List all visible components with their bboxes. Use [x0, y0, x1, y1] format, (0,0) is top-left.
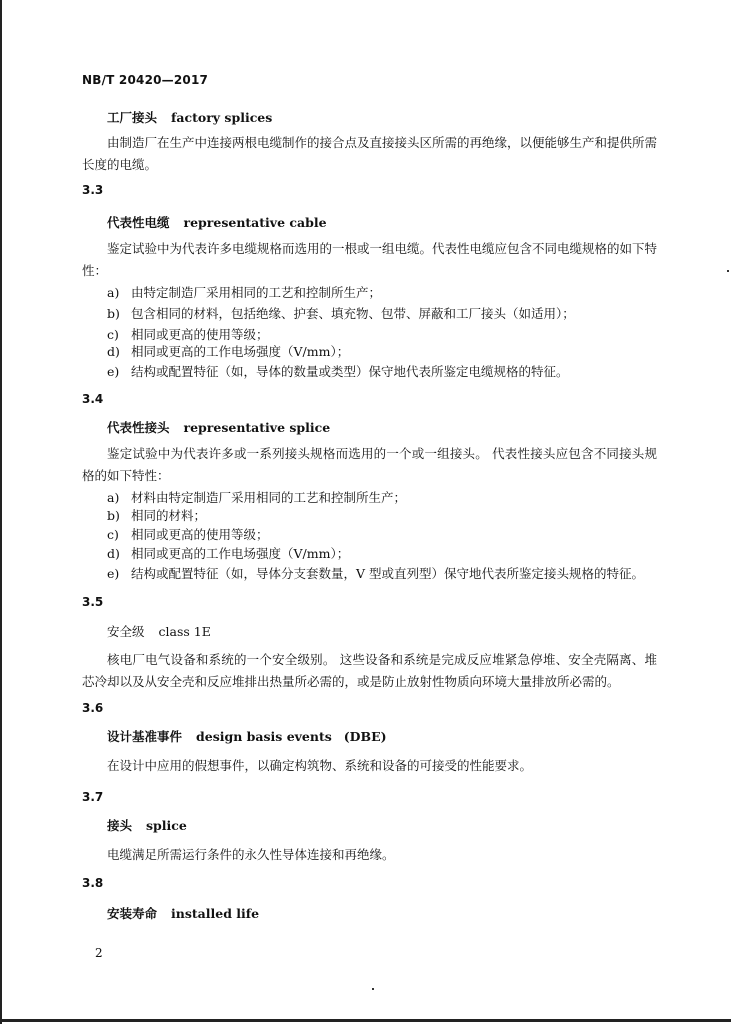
- list-marker: a): [107, 490, 120, 505]
- term-zh: 代表性电缆: [107, 215, 170, 230]
- page-number: 2: [95, 946, 103, 960]
- section-number-3-4: 3.4: [82, 392, 104, 406]
- term-en: representative splice: [183, 420, 331, 435]
- term-representative-splice: [107, 418, 330, 436]
- list-item: [107, 564, 644, 582]
- term-zh: 设计基准事件: [107, 729, 183, 744]
- list-text: 相同或更高的工作电场强度（V/mm）；: [131, 546, 350, 561]
- scan-edge-left: [0, 0, 2, 1024]
- list-item: [107, 544, 349, 562]
- list-text: 相同或更高的使用等级；: [131, 527, 269, 542]
- list-marker: c): [107, 527, 119, 542]
- scan-speck: [372, 988, 374, 990]
- list-item: [107, 283, 381, 301]
- list-item: [107, 506, 206, 524]
- term-en: representative cable: [183, 215, 327, 230]
- list-text: 由特定制造厂采用相同的工艺和控制所生产；: [131, 285, 382, 300]
- term-zh: 工厂接头: [107, 110, 158, 125]
- list-marker: a): [107, 285, 120, 300]
- list-marker: d): [107, 344, 120, 359]
- list-marker: e): [107, 566, 120, 581]
- list-marker: b): [107, 306, 120, 321]
- list-text: 相同或更高的使用等级；: [131, 327, 269, 342]
- term-zh: 安装寿命: [107, 906, 158, 921]
- section-number-3-3: 3.3: [82, 183, 104, 197]
- section-number-3-8: 3.8: [82, 876, 104, 890]
- term-zh: 接头: [107, 818, 133, 833]
- standard-code-header: NB/T 20420—2017: [82, 73, 209, 87]
- section-number-3-6: 3.6: [82, 701, 104, 715]
- section-number-3-7: 3.7: [82, 790, 104, 804]
- term-en: design basis events: [196, 729, 332, 744]
- definition-factory-splices: 由制造厂在生产中连接两根电缆制作的接合点及直接接头区所需的再绝缘，以便能够生产和提供所需长度的电缆。: [82, 135, 658, 172]
- term-representative-cable: [107, 213, 327, 231]
- list-item: [107, 342, 349, 360]
- list-marker: e): [107, 364, 120, 379]
- term-factory-splices: [107, 108, 272, 126]
- list-item: [107, 362, 569, 380]
- section-number-3-5: 3.5: [82, 595, 104, 609]
- scan-edge-bottom: [0, 1019, 731, 1022]
- list-marker: c): [107, 327, 119, 342]
- term-zh: 代表性接头: [107, 420, 170, 435]
- definition-splice: 电缆满足所需运行条件的永久性导体连接和再绝缘。: [107, 847, 395, 862]
- list-text: 结构或配置特征（如，导体分支套数量，V 型或直列型）保守地代表所鉴定接头规格的特征。: [131, 566, 645, 581]
- list-item: [107, 488, 406, 506]
- list-text: 相同的材料；: [131, 508, 207, 523]
- term-design-basis-events: [107, 727, 387, 745]
- list-marker: b): [107, 508, 120, 523]
- term-en: splice: [146, 818, 187, 833]
- list-item: [107, 525, 269, 543]
- list-text: 材料由特定制造厂采用相同的工艺和控制所生产；: [131, 490, 407, 505]
- term-installed-life: [107, 904, 259, 922]
- term-en: factory splices: [171, 110, 273, 125]
- term-zh: 安全级: [107, 624, 145, 639]
- scan-speck: [727, 270, 729, 272]
- definition-class-1e: 核电厂电气设备和系统的一个安全级别。 这些设备和系统是完成反应堆紧急停堆、安全壳隔离、堆芯冷却以及从安全壳和反应堆排出热量所必需的，或是防止放射性物质向环境大量排放所必需的。: [82, 652, 657, 689]
- list-item: [107, 325, 269, 343]
- list-text: 包含相同的材料，包括绝缘、护套、填充物、包带、屏蔽和工厂接头（如适用）；: [131, 306, 575, 321]
- term-abbreviation: (DBE): [343, 729, 387, 744]
- list-text: 相同或更高的工作电场强度（V/mm）；: [131, 344, 350, 359]
- list-marker: d): [107, 546, 120, 561]
- term-en: class 1E: [158, 624, 211, 639]
- term-splice: [107, 816, 187, 834]
- definition-representative-cable: 鉴定试验中为代表许多电缆规格而选用的一根或一组电缆。代表性电缆应包含不同电缆规格的如下特性：: [82, 241, 658, 278]
- term-en: installed life: [171, 906, 260, 921]
- term-class-1e: [107, 622, 211, 640]
- list-item: [107, 304, 575, 322]
- list-text: 结构或配置特征（如，导体的数量或类型）保守地代表所鉴定电缆规格的特征。: [131, 364, 569, 379]
- definition-representative-splice: 鉴定试验中为代表许多或一系列接头规格而选用的一个或一组接头。 代表性接头应包含不同接头规格的如下特性：: [82, 446, 657, 483]
- definition-design-basis-events: 在设计中应用的假想事件，以确定构筑物、系统和设备的可接受的性能要求。: [107, 758, 533, 773]
